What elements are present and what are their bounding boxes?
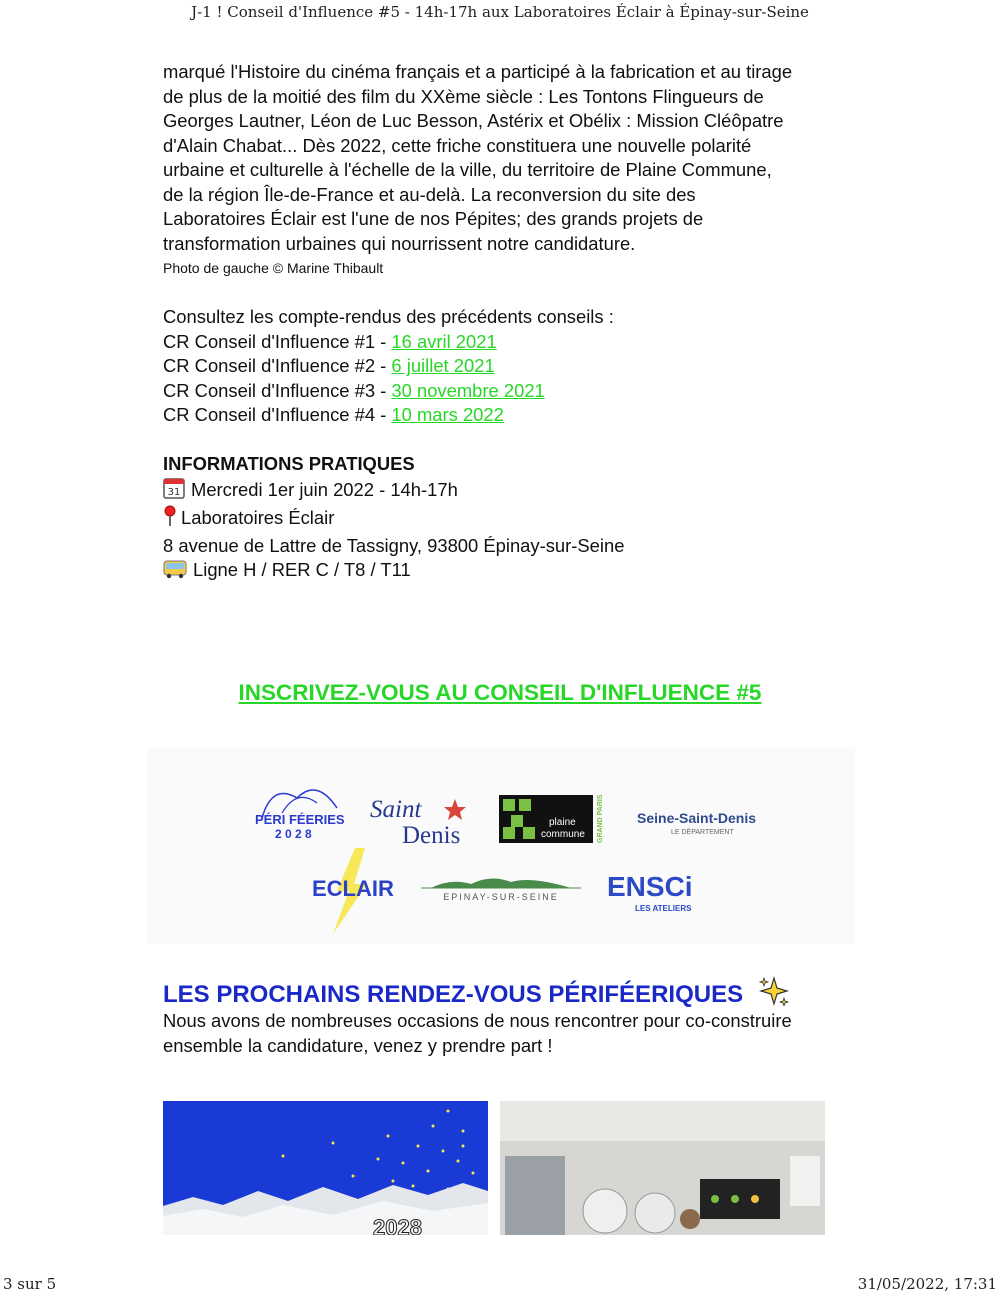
svg-text:ENSCi: ENSCi xyxy=(607,871,693,902)
event-image-right xyxy=(500,1101,825,1235)
next-events-title-text: LES PROCHAINS RENDEZ-VOUS PÉRIFÉERIQUES xyxy=(163,981,744,1008)
report-item xyxy=(163,330,614,355)
next-events-line: ensemble la candidature, venez y prendre part ! xyxy=(163,1034,553,1056)
svg-text:2028: 2028 xyxy=(373,1215,422,1235)
photo-caption: Photo de gauche © Marine Thibault xyxy=(163,260,384,276)
paragraph-line: marqué l'Histoire du cinéma français et a participé à la fabrication et au tirage xyxy=(163,61,793,82)
epinay-logo xyxy=(421,870,581,906)
info-address: 8 avenue de Lattre de Tassigny, 93800 Épinay-sur-Seine xyxy=(163,534,625,556)
report-item xyxy=(163,403,614,428)
svg-text:GRAND PARIS: GRAND PARIS xyxy=(597,795,604,843)
pushpin-icon xyxy=(163,505,177,534)
saint-denis-logo xyxy=(367,793,482,848)
periferies-logo xyxy=(247,778,357,848)
print-datetime: 31/05/2022, 17:31 xyxy=(857,1275,997,1293)
practical-info xyxy=(163,452,624,586)
sparkles-icon xyxy=(758,976,790,1013)
reports-list xyxy=(163,305,614,428)
svg-text:ECLAIR: ECLAIR xyxy=(312,876,394,901)
svg-text:PÉRI FÉERIES: PÉRI FÉERIES xyxy=(255,812,345,827)
report-link-2[interactable]: 6 juillet 2021 xyxy=(391,355,495,377)
report-link-1[interactable]: 16 avril 2021 xyxy=(391,330,497,352)
report-item xyxy=(163,354,614,379)
info-date: Mercredi 1er juin 2022 - 14h-17h xyxy=(191,478,458,500)
signup-link[interactable]: INSCRIVEZ-VOUS AU CONSEIL D'INFLUENCE #5 xyxy=(238,680,762,705)
paragraph-line: Georges Lautner, Léon de Luc Besson, Astérix et Obélix : Mission Cléôpatre xyxy=(163,110,784,131)
seine-saint-denis-logo xyxy=(635,806,760,840)
svg-text:LE DÉPARTEMENT: LE DÉPARTEMENT xyxy=(671,829,734,836)
info-place: Laboratoires Éclair xyxy=(181,507,335,528)
plaine-commune-logo xyxy=(499,795,609,845)
article-paragraph xyxy=(163,60,843,278)
paragraph-line: de la région Île-de-France et au-delà. La reconversion du site des xyxy=(163,183,696,205)
svg-text:31: 31 xyxy=(167,486,181,498)
calendar-icon xyxy=(163,477,185,506)
ensci-logo xyxy=(605,866,705,916)
report-item xyxy=(163,379,614,404)
bus-icon xyxy=(163,559,187,586)
report-label: CR Conseil d'Influence #4 - xyxy=(163,404,392,426)
info-transport: Ligne H / RER C / T8 / T11 xyxy=(193,559,411,580)
paragraph-line: transformation urbaines qui nourrissent notre candidature. xyxy=(163,232,636,254)
report-link-4[interactable]: 10 mars 2022 xyxy=(391,404,504,426)
paragraph-line: urbaine et culturelle à l'échelle de la ville, du territoire de Plaine Commune, xyxy=(163,159,772,180)
paragraph-line: Laboratoires Éclair est l'une de nos Pépites; des grands projets de xyxy=(163,208,704,229)
print-header-title: J-1 ! Conseil d'Influence #5 - 14h-17h aux Laboratoires Éclair à Épinay-sur-Seine xyxy=(191,3,809,21)
eclair-logo xyxy=(307,846,397,936)
report-label: CR Conseil d'Influence #1 - xyxy=(163,330,392,352)
partner-logos xyxy=(147,748,855,944)
next-events-text xyxy=(163,1009,853,1058)
info-place-row xyxy=(163,505,624,534)
paragraph-line: d'Alain Chabat... Dès 2022, cette friche constituera une nouvelle polarité xyxy=(163,134,752,156)
svg-text:Saint: Saint xyxy=(370,796,422,823)
event-image-left xyxy=(163,1101,488,1235)
svg-text:Denis: Denis xyxy=(402,822,461,848)
svg-text:2 0 2 8: 2 0 2 8 xyxy=(275,827,312,841)
next-events-line: Nous avons de nombreuses occasions de nous rencontrer pour co-construire xyxy=(163,1010,792,1031)
paragraph-line: de plus de la moitié des film du XXème siècle : Les Tontons Flingueurs de xyxy=(163,85,764,107)
page-number: 3 sur 5 xyxy=(3,1275,57,1293)
reports-intro: Consultez les compte-rendus des précédents conseils : xyxy=(163,306,614,327)
signup-section xyxy=(0,680,1000,706)
svg-text:LES ATELIERS: LES ATELIERS xyxy=(635,904,692,913)
svg-text:commune: commune xyxy=(541,829,585,840)
report-label: CR Conseil d'Influence #3 - xyxy=(163,379,392,401)
report-link-3[interactable]: 30 novembre 2021 xyxy=(391,379,545,401)
info-title: INFORMATIONS PRATIQUES xyxy=(163,453,415,474)
svg-text:EPINAY-SUR-SEINE: EPINAY-SUR-SEINE xyxy=(443,892,559,902)
svg-text:plaine: plaine xyxy=(549,817,576,828)
next-events-title xyxy=(163,976,790,1013)
info-date-row xyxy=(163,477,624,506)
info-transport-row xyxy=(163,558,624,586)
report-label: CR Conseil d'Influence #2 - xyxy=(163,355,392,377)
svg-text:Seine-Saint-Denis: Seine-Saint-Denis xyxy=(637,810,757,826)
